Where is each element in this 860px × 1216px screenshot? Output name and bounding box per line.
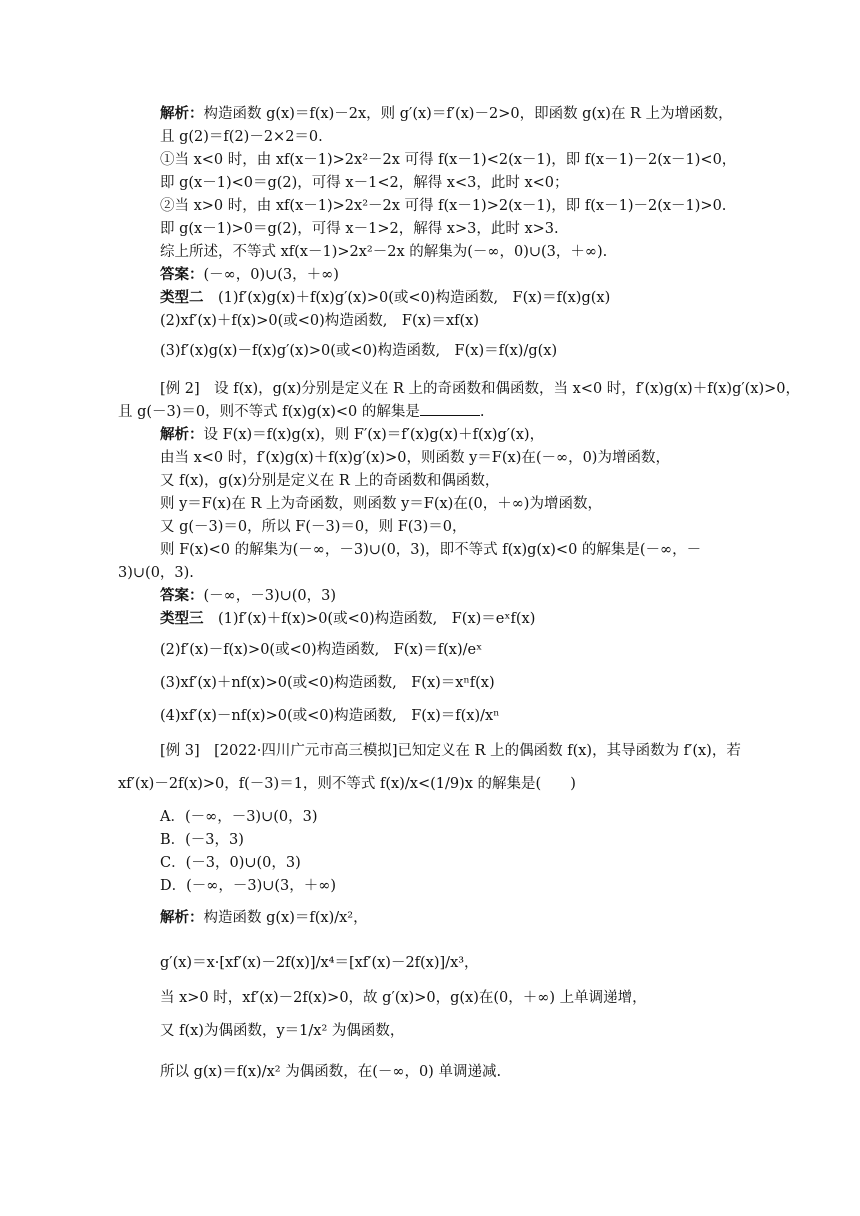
text-line: 当 x>0 时，xf′(x)－2f(x)>0，故 g′(x)>0，g(x)在(0，＋∞) 上单调递增， [160,990,647,1006]
text-line: g′(x)＝x·[xf′(x)－2f(x)]/x⁴＝[xf′(x)－2f(x)]/x³， [160,955,479,971]
text-line: ①当 x<0 时，由 xf(x－1)>2x²－2x 可得 f(x－1)<2(x－1)，即 f(x－1)－2(x－1)<0， [160,152,737,168]
text-line: 又 f(x)，g(x)分别是定义在 R 上的奇函数和偶函数， [160,473,500,489]
text-line: 解析：构造函数 g(x)＝f(x)－2x，则 g′(x)＝f′(x)－2>0，即函数 g(x)在 R 上为增函数， [160,105,733,122]
text-line: ②当 x>0 时，由 xf(x－1)>2x²－2x 可得 f(x－1)>2(x－1)，即 f(x－1)－2(x－1)>0. [160,198,727,214]
text-line: 又 g(－3)＝0，所以 F(－3)＝0，则 F(3)＝0， [160,519,467,535]
text-line: (3)xf′(x)＋nf(x)>0(或<0)构造函数, F(x)＝xⁿf(x) [160,675,495,691]
text-line: 解析：设 F(x)＝f(x)g(x)，则 F′(x)＝f′(x)g(x)＋f(x)g′(x)， [160,426,545,443]
answer-line: 答案：(－∞，0)∪(3，＋∞) [160,266,339,283]
text-line: 即 g(x－1)<0＝g(2)，可得 x－1<2，解得 x<3，此时 x<0； [160,175,569,191]
option-c: C．(－3，0)∪(0，3) [160,855,301,871]
text-line: 且 g(－3)＝0，则不等式 f(x)g(x)<0 的解集是 . [118,401,485,423]
text-line: 3)∪(0，3). [118,565,194,581]
text-line: 所以 g(x)＝f(x)/x² 为偶函数，在(－∞，0) 单调递减. [160,1064,502,1080]
type-heading: 类型三 (1)f′(x)＋f(x)>0(或<0)构造函数, F(x)＝eˣf(x) [160,610,536,627]
text-line: (2)f′(x)－f(x)>0(或<0)构造函数, F(x)＝f(x)/eˣ [160,642,483,658]
option-d: D．(－∞，－3)∪(3，＋∞) [160,878,337,894]
example-heading: [例 3] [2022·四川广元市高三模拟]已知定义在 R 上的偶函数 f(x)，其导函数为 f′(x)，若 [160,743,741,759]
answer-line: 答案：(－∞，－3)∪(0，3) [160,587,337,604]
text-line: (2)xf′(x)＋f(x)>0(或<0)构造函数, F(x)＝xf(x) [160,313,479,329]
option-b: B．(－3，3) [160,832,244,848]
text-line: 则 y＝F(x)在 R 上为奇函数，则函数 y＝F(x)在(0，＋∞)为增函数， [160,496,602,512]
text-line: 即 g(x－1)>0＝g(2)，可得 x－1>2，解得 x>3，此时 x>3. [160,221,559,237]
text-line: 综上所述，不等式 xf(x－1)>2x²－2x 的解集为(－∞，0)∪(3，＋∞). [160,244,608,260]
example-heading: [例 2] 设 f(x)，g(x)分别是定义在 R 上的奇函数和偶函数，当 x<0 时，f′(x)g(x)＋f(x)g′(x)>0， [160,381,801,397]
text-line: (4)xf′(x)－nf(x)>0(或<0)构造函数, F(x)＝f(x)/xⁿ [160,708,500,724]
text-line: 则 F(x)<0 的解集为(－∞，－3)∪(0，3)，即不等式 f(x)g(x)<0 的解集是(－∞，－ [160,542,702,558]
text-line: xf′(x)－2f(x)>0，f(－3)＝1，则不等式 f(x)/x<(1/9)x 的解集是( ) [118,776,576,792]
option-a: A．(－∞，－3)∪(0，3) [160,809,318,825]
text-line: (3)f′(x)g(x)－f(x)g′(x)>0(或<0)构造函数, F(x)＝f(x)/g(x) [160,343,558,359]
answer-blank [420,401,480,416]
text-line: 由当 x<0 时，f′(x)g(x)＋f(x)g′(x)>0，则函数 y＝F(x)在(－∞，0)为增函数， [160,450,670,466]
text-line: 又 f(x)为偶函数，y＝1/x² 为偶函数， [160,1023,405,1039]
type-heading: 类型二 (1)f′(x)g(x)＋f(x)g′(x)>0(或<0)构造函数, F(x)＝f(x)g(x) [160,289,611,306]
text-line: 解析：构造函数 g(x)＝f(x)/x²， [160,909,368,926]
text-line: 且 g(2)＝f(2)－2×2＝0. [160,129,323,145]
